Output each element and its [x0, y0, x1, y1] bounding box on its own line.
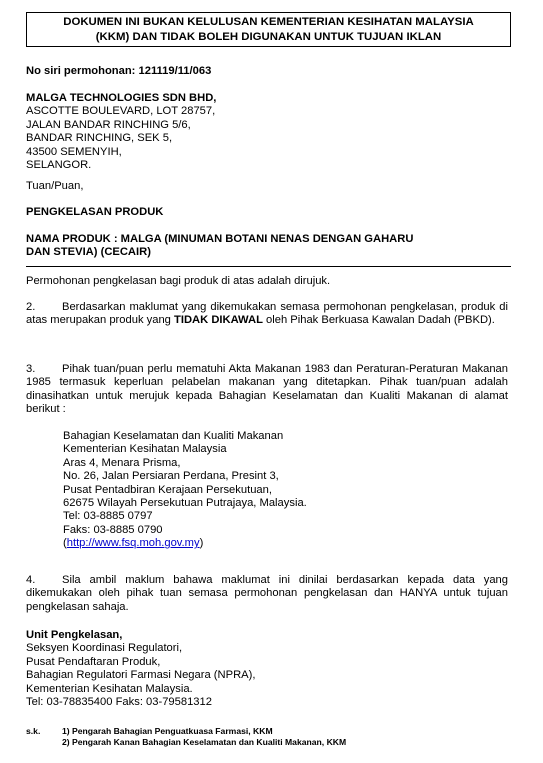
paragraph-4-text: Sila ambil maklum bahawa maklumat ini dinilai berdasarkan kepada data yang dikemukakan oleh pihak tuan semasa permohonan pengkelasan dan HANYA untuk tujuan pengkelasan sahaja.: [26, 574, 508, 613]
signature-block: [26, 629, 255, 709]
recipient-address-line: BANDAR RINCHING, SEK 5,: [26, 132, 173, 145]
product-name-line-1: NAMA PRODUK : MALGA (MINUMAN BOTANI NENAS DENGAN GAHARU: [26, 233, 414, 245]
address-line: No. 26, Jalan Persiaran Perdana, Presint 3,: [63, 470, 279, 483]
recipient-address-line: JALAN BANDAR RINCHING 5/6,: [26, 118, 191, 131]
intro-paragraph: Permohonan pengkelasan bagi produk di atas adalah dirujuk.: [26, 275, 331, 287]
cc-label: s.k.: [26, 726, 41, 736]
address-line: Bahagian Keselamatan dan Kualiti Makanan: [63, 430, 284, 442]
recipient-company: MALGA TECHNOLOGIES SDN BHD,: [26, 92, 217, 104]
paragraph-2-text: Berdasarkan maklumat yang dikemukakan semasa permohonan pengkelasan, produk di atas merupakan produk yang: [26, 301, 508, 327]
disclaimer-box: [26, 12, 511, 47]
paragraph-3: [26, 363, 508, 417]
address-line: Pusat Pentadbiran Kerajaan Persekutuan,: [63, 483, 272, 496]
horizontal-rule: [26, 266, 511, 267]
website-line: [63, 537, 307, 550]
paragraph-3-text: Pihak tuan/puan perlu mematuhi Akta Makanan 1983 dan Peraturan-Peraturan Makanan 1985 termasuk keperluan pelabelan makanan yang ditetapkan. Pihak tuan/puan adalah dinasihatkan untuk merujuk kepada Bahagian Keselamatan dan Kualiti Makanan di alamat berikut :: [26, 363, 508, 416]
recipient-address-line: ASCOTTE BOULEVARD, LOT 28757,: [26, 105, 216, 118]
address-line: 62675 Wilayah Persekutuan Putrajaya, Malaysia.: [63, 497, 307, 510]
disclaimer-line-1: DOKUMEN INI BUKAN KELULUSAN KEMENTERIAN KESIHATAN MALAYSIA: [63, 16, 474, 28]
serial-number: No siri permohonan: 121119/11/063: [26, 65, 212, 77]
website-link[interactable]: http://www.fsq.moh.gov.my: [66, 537, 200, 550]
paragraph-number: 3.: [26, 363, 36, 375]
recipient-address-line: 43500 SEMENYIH,: [26, 145, 122, 158]
paragraph-2: [26, 301, 508, 328]
paragraph-number: 4.: [26, 574, 36, 586]
food-safety-address: [63, 430, 307, 551]
recipient-address-line: SELANGOR.: [26, 159, 92, 172]
product-name: [26, 233, 413, 260]
salutation: Tuan/Puan,: [26, 180, 84, 192]
signature-line: Seksyen Koordinasi Regulatori,: [26, 642, 183, 655]
address-line: Kementerian Kesihatan Malaysia: [63, 443, 227, 456]
signature-unit: Unit Pengkelasan,: [26, 629, 123, 641]
address-line: Faks: 03-8885 0790: [63, 523, 163, 536]
cc-item: 1) Pengarah Bahagian Penguatkuasa Farmasi, KKM: [62, 726, 273, 736]
paragraph-4: [26, 574, 508, 614]
paragraph-number: 2.: [26, 301, 36, 313]
recipient-address: [26, 92, 216, 172]
cc-list: [62, 726, 346, 748]
paren-close: ): [199, 537, 204, 550]
paragraph-2-emphasis: TIDAK DIKAWAL: [174, 314, 263, 327]
paren-open: (: [63, 537, 67, 550]
paragraph-2-text-end: oleh Pihak Berkuasa Kawalan Dadah (PBKD).: [262, 314, 495, 327]
address-line: Aras 4, Menara Prisma,: [63, 456, 181, 469]
product-name-line-2: DAN STEVIA) (CECAIR): [26, 246, 151, 259]
signature-line: Tel: 03-78835400 Faks: 03-79581312: [26, 696, 212, 709]
disclaimer-line-2: (KKM) DAN TIDAK BOLEH DIGUNAKAN UNTUK TUJUAN IKLAN: [95, 31, 442, 43]
signature-line: Pusat Pendaftaran Produk,: [26, 655, 161, 668]
cc-item: 2) Pengarah Kanan Bahagian Keselamatan dan Kualiti Makanan, KKM: [62, 737, 347, 747]
subject-heading: PENGKELASAN PRODUK: [26, 206, 164, 218]
signature-line: Kementerian Kesihatan Malaysia.: [26, 682, 193, 695]
address-line: Tel: 03-8885 0797: [63, 510, 153, 523]
signature-line: Bahagian Regulatori Farmasi Negara (NPRA),: [26, 669, 256, 682]
